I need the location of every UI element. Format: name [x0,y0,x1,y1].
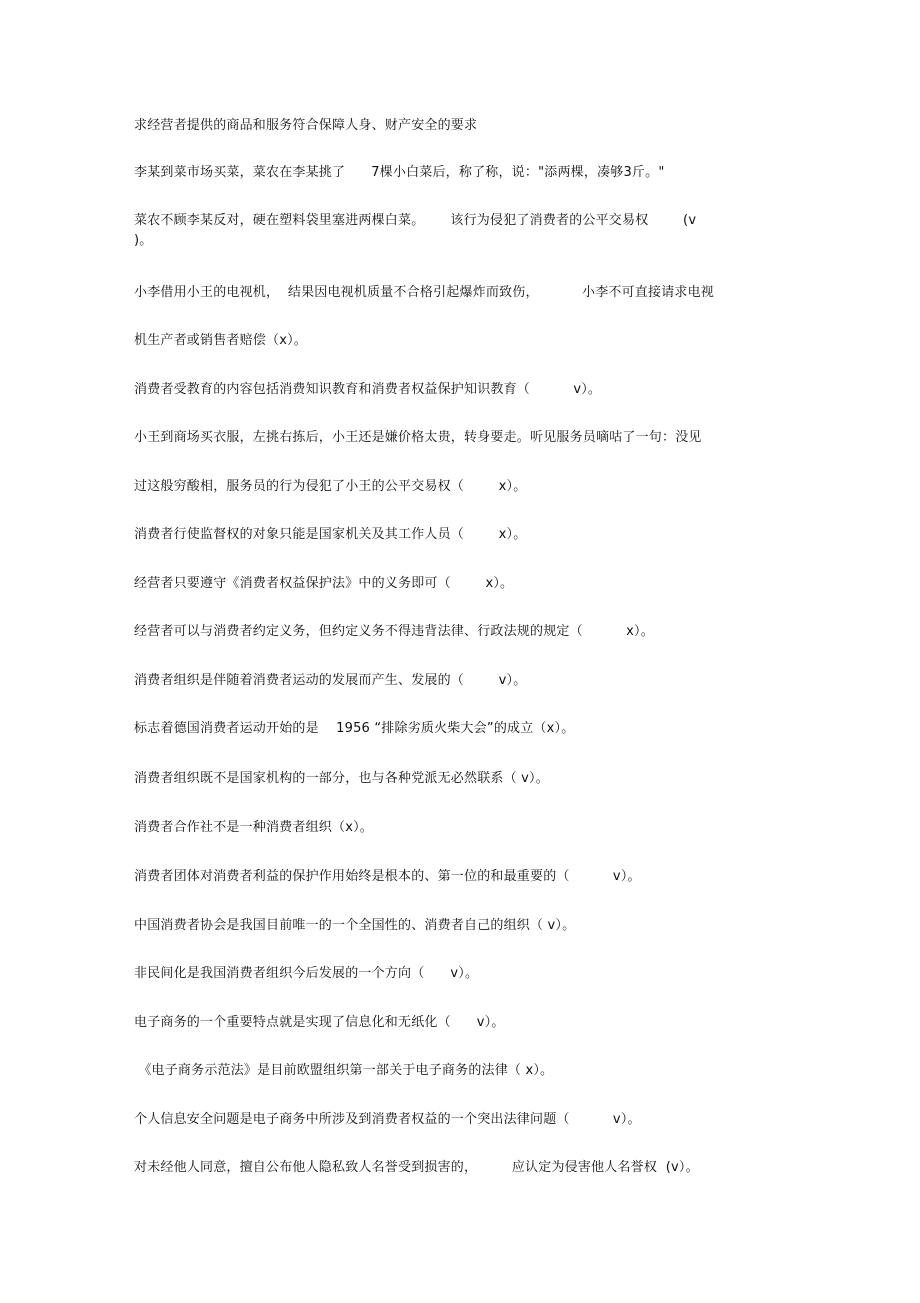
text-line: 标志着德国消费者运动开始的是 1956 “排除劣质火柴大会”的成立（x）。 [134,721,575,736]
text-line: 经营者只要遵守《消费者权益保护法》中的义务即可（ x）。 [134,576,514,591]
text-line: 小王到商场买衣服，左挑右拣后，小王还是嫌价格太贵，转身要走。听见服务员嘀咕了一句：没见 [134,430,702,445]
text-line: 消费者团体对消费者利益的保护作用始终是根本的、第一位的和最重要的（ v）。 [134,869,641,884]
text-line: 《电子商务示范法》是目前欧盟组织第一部关于电子商务的法律（ x）。 [134,1063,554,1078]
text-line: 李某到菜市场买菜，菜农在李某挑了 7棵小白菜后，称了称，说："添两棵，凑够3斤。" [134,165,665,180]
text-line: )。 [134,233,153,248]
text-line: 个人信息安全问题是电子商务中所涉及到消费者权益的一个突出法律问题（ v）。 [134,1112,641,1127]
text-line: 消费者行使监督权的对象只能是国家机关及其工作人员（ x）。 [134,527,527,542]
text-line: 求经营者提供的商品和服务符合保障人身、财产安全的要求 [134,118,478,133]
text-line: 对未经他人同意，擅自公布他人隐私致人名誉受到损害的， 应认定为侵害他人名誉权 (v）。 [134,1160,699,1175]
text-line: 中国消费者协会是我国目前唯一的一个全国性的、消费者自己的组织（ v）。 [134,918,576,933]
text-line: 消费者组织是伴随着消费者运动的发展而产生、发展的（ v）。 [134,673,527,688]
text-line: 电子商务的一个重要特点就是实现了信息化和无纸化（ v）。 [134,1015,505,1030]
text-line: 机生产者或销售者赔偿（x）。 [134,333,307,348]
text-line: 过这般穷酸相，服务员的行为侵犯了小王的公平交易权（ x）。 [134,479,527,494]
text-line: 消费者受教育的内容包括消费知识教育和消费者权益保护知识教育（ v）。 [134,382,602,397]
text-line: 消费者组织既不是国家机构的一部分，也与各种党派无必然联系（ v）。 [134,771,549,786]
text-line: 菜农不顾李某反对，硬在塑料袋里塞进两棵白菜。 该行为侵犯了消费者的公平交易权 (v [134,213,697,228]
text-line: 消费者合作社不是一种消费者组织（x）。 [134,820,373,835]
text-line: 小李借用小王的电视机， 结果因电视机质量不合格引起爆炸而致伤， 小李不可直接请求电视 [134,285,714,300]
text-line: 非民间化是我国消费者组织今后发展的一个方向（ v）。 [134,966,479,981]
text-line: 经营者可以与消费者约定义务，但约定义务不得违背法律、行政法规的规定（ x）。 [134,624,654,639]
